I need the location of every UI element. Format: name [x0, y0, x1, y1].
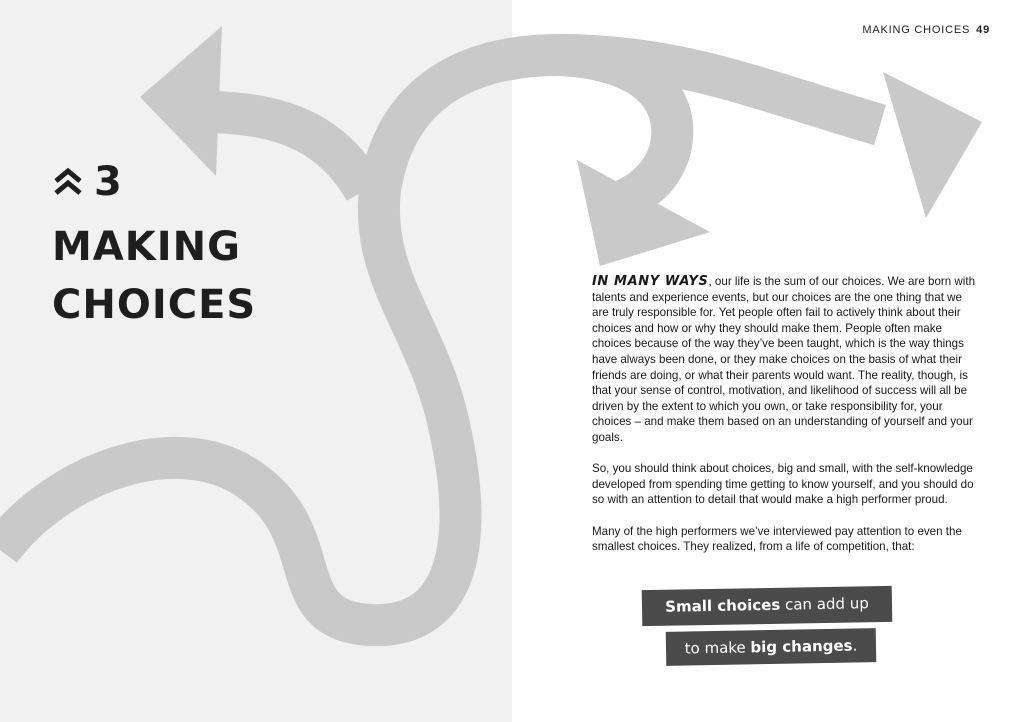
paragraph-1-text: , our life is the sum of our choices. We are born with talents and experience events, but our choices are the one thing that we are truly responsible for. Yet people often fail to actively think about their choices and how or why they should make them. People often make choices because of the way they’ve been taught, which is the way things have always been done, or they make choices on the basis of what their friends are doing, or what their parents would want. The reality, though, is that your sense of control, motivation, and likelihood of success will all be driven by the extent to which you own, or take responsibility for, your choices – and make them based on an understanding of yourself and your goals.: [592, 275, 976, 444]
chapter-title: [52, 218, 256, 334]
chapter-heading: [52, 158, 256, 334]
pull-quote-callout: [642, 588, 902, 668]
callout-line-2: [666, 628, 877, 666]
arrowhead-right: [883, 72, 982, 218]
running-title: MAKING CHOICES: [862, 24, 971, 36]
body-text: [592, 274, 977, 570]
paragraph-1: [592, 274, 977, 446]
paragraph-3: Many of the high performers we’ve interviewed pay attention to even the smallest choices. They realized, from a life of competition, that:: [592, 524, 962, 554]
callout-line-1-bold: Small choices: [665, 595, 781, 616]
page-number: 49: [976, 24, 990, 36]
callout-line-2-end: .: [852, 636, 858, 655]
callout-line-1: [642, 586, 893, 626]
arrowhead-left: [140, 26, 222, 176]
chapter-number: 3: [94, 159, 123, 205]
callout-line-2-start: to make: [684, 638, 751, 658]
paragraph-2: So, you should think about choices, big and small, with the self-knowledge developed from spending time getting to know yourself, and you should do so with an attention to detail that would make a high performer proud.: [592, 462, 974, 507]
running-head: [862, 24, 990, 36]
callout-line-2-bold: big changes: [750, 636, 853, 657]
lead-in: IN MANY WAYS: [592, 274, 709, 289]
double-chevron-up-icon: [52, 167, 84, 197]
callout-line-1-rest: can add up: [780, 594, 869, 614]
chapter-title-line2: CHOICES: [52, 282, 257, 328]
chapter-title-line1: MAKING: [52, 224, 241, 270]
